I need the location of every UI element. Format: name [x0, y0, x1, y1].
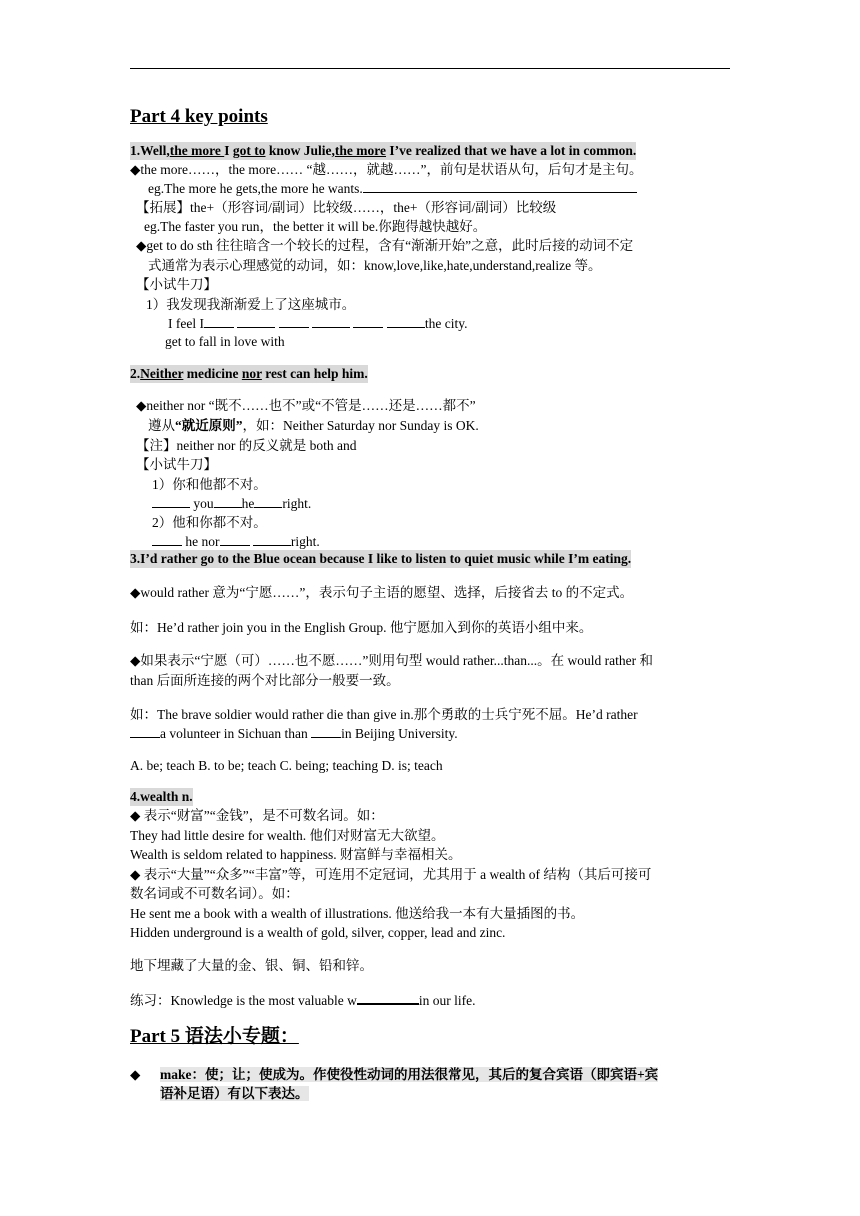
- answer-blank: [387, 315, 425, 328]
- kp1-extension: 【拓展】the+（形容词/副词）比较级……，the+（形容词/副词）比较级: [136, 200, 557, 215]
- kp3-paragraph: ◆would rather 意为“宁愿……”，表示句子主语的愿望、选择，后接省去 to 的不定式。: [130, 585, 634, 600]
- answer-blank: [357, 991, 419, 1005]
- kp4-heading: 4.wealth n.: [130, 789, 193, 804]
- kp2-heading: 2.Neither medicine nor rest can help him.: [130, 366, 368, 381]
- part4-title: Part 4 key points: [130, 106, 268, 127]
- kp4-example: Wealth is seldom related to happiness. 财富鲜与幸福相关。: [130, 847, 462, 862]
- kp1-example: eg.The more he gets,the more he wants.: [148, 180, 637, 198]
- kp1-line: ◆get to do sth 往往暗含一个较长的过程，含有“渐渐开始”之意，此时后接的动词不定: [136, 238, 634, 253]
- answer-blank: [130, 725, 160, 738]
- part5-title: Part 5 语法小专题：: [130, 1026, 299, 1047]
- answer-blank: [312, 315, 350, 328]
- answer-blank: [254, 495, 282, 508]
- kp2-fill-line: you he right.: [152, 495, 311, 513]
- kp2-question: 2）他和你都不对。: [152, 515, 267, 530]
- kp4-example: He sent me a book with a wealth of illustrations. 他送给我一本有大量插图的书。: [130, 906, 585, 921]
- kp1-answer: get to fall in love with: [165, 334, 285, 349]
- kp1-example: eg.The faster you run，the better it will be.你跑得越快越好。: [144, 219, 487, 234]
- kp3-example: 如：The brave soldier would rather die than give in.那个勇敢的士兵宁死不屈。He’d rather: [130, 707, 638, 722]
- kp2-note: 【注】neither nor 的反义就是 both and: [136, 438, 357, 453]
- kp4-line: ◆ 表示“大量”“众多”“丰富”等，可连用不定冠词，尤其用于 a wealth of 结构（其后可接可: [130, 867, 652, 882]
- kp2-fill-line: he nor right.: [152, 533, 320, 551]
- kp4-example: Hidden underground is a wealth of gold, silver, copper, lead and zinc.: [130, 925, 506, 940]
- kp2-line: 遵从“就近原则”，如：Neither Saturday nor Sunday is OK.: [148, 418, 479, 433]
- kp1-line: ◆the more……，the more…… “越……，就越……”，前句是状语从句，后句才是主句。: [130, 162, 643, 177]
- answer-blank: [279, 315, 309, 328]
- kp1-practice-label: 【小试牛刀】: [136, 277, 217, 292]
- kp4-example: 地下埋藏了大量的金、银、铜、铅和锌。: [130, 958, 373, 973]
- part5-make-line: 语补足语）有以下表达。: [160, 1086, 309, 1101]
- answer-blank: [311, 725, 341, 738]
- kp3-paragraph: ◆如果表示“宁愿（可）……也不愿……”则用句型 would rather...than...。在 would rather 和: [130, 653, 653, 668]
- kp3-heading: 3.I’d rather go to the Blue ocean because I like to listen to quiet music while I’m eating.: [130, 551, 632, 566]
- answer-blank: [237, 315, 275, 328]
- header-rule: [130, 68, 730, 69]
- answer-blank: [152, 533, 182, 546]
- kp1-fill-line: I feel I the city.: [168, 316, 468, 331]
- kp3-example: 如：He’d rather join you in the English Group. 他宁愿加入到你的英语小组中来。: [130, 620, 593, 635]
- kp4-exercise: 练习：Knowledge is the most valuable w in our life.: [130, 993, 476, 1008]
- kp2-practice-label: 【小试牛刀】: [136, 457, 217, 472]
- answer-blank: [353, 315, 383, 328]
- answer-blank: [214, 495, 242, 508]
- kp2-line: ◆neither nor “既不……也不”或“不管是……还是……都不”: [136, 398, 476, 413]
- kp1-line: 式通常为表示心理感觉的动词，如：know,love,like,hate,understand,realize 等。: [148, 258, 602, 273]
- bullet-icon: ◆: [130, 1067, 141, 1082]
- part5-make-line: make：使；让；使成为。作使役性动词的用法很常见，其后的复合宾语（即宾语+宾: [160, 1067, 659, 1082]
- kp3-paragraph: than 后面所连接的两个对比部分一般要一致。: [130, 673, 400, 688]
- kp1-heading: 1.Well,the more I got to know Julie,the more I’ve realized that we have a lot in common.: [130, 143, 637, 158]
- answer-blank: [253, 533, 291, 546]
- answer-blank: [204, 315, 234, 328]
- kp3-fill-line: a volunteer in Sichuan than in Beijing University.: [130, 725, 458, 743]
- kp4-line: 数名词或不可数名词）。如：: [130, 886, 299, 901]
- kp2-question: 1）你和他都不对。: [152, 477, 267, 492]
- kp4-example: They had little desire for wealth. 他们对财富无大欲望。: [130, 828, 445, 843]
- kp4-line: ◆ 表示“财富”“金钱”，是不可数名词。如：: [130, 808, 384, 823]
- answer-blank: [363, 180, 637, 193]
- kp1-question: 1）我发现我渐渐爱上了这座城市。: [146, 297, 356, 312]
- answer-blank: [220, 533, 250, 546]
- answer-blank: [152, 495, 190, 508]
- kp3-options: A. be; teach B. to be; teach C. being; teaching D. is; teach: [130, 758, 443, 773]
